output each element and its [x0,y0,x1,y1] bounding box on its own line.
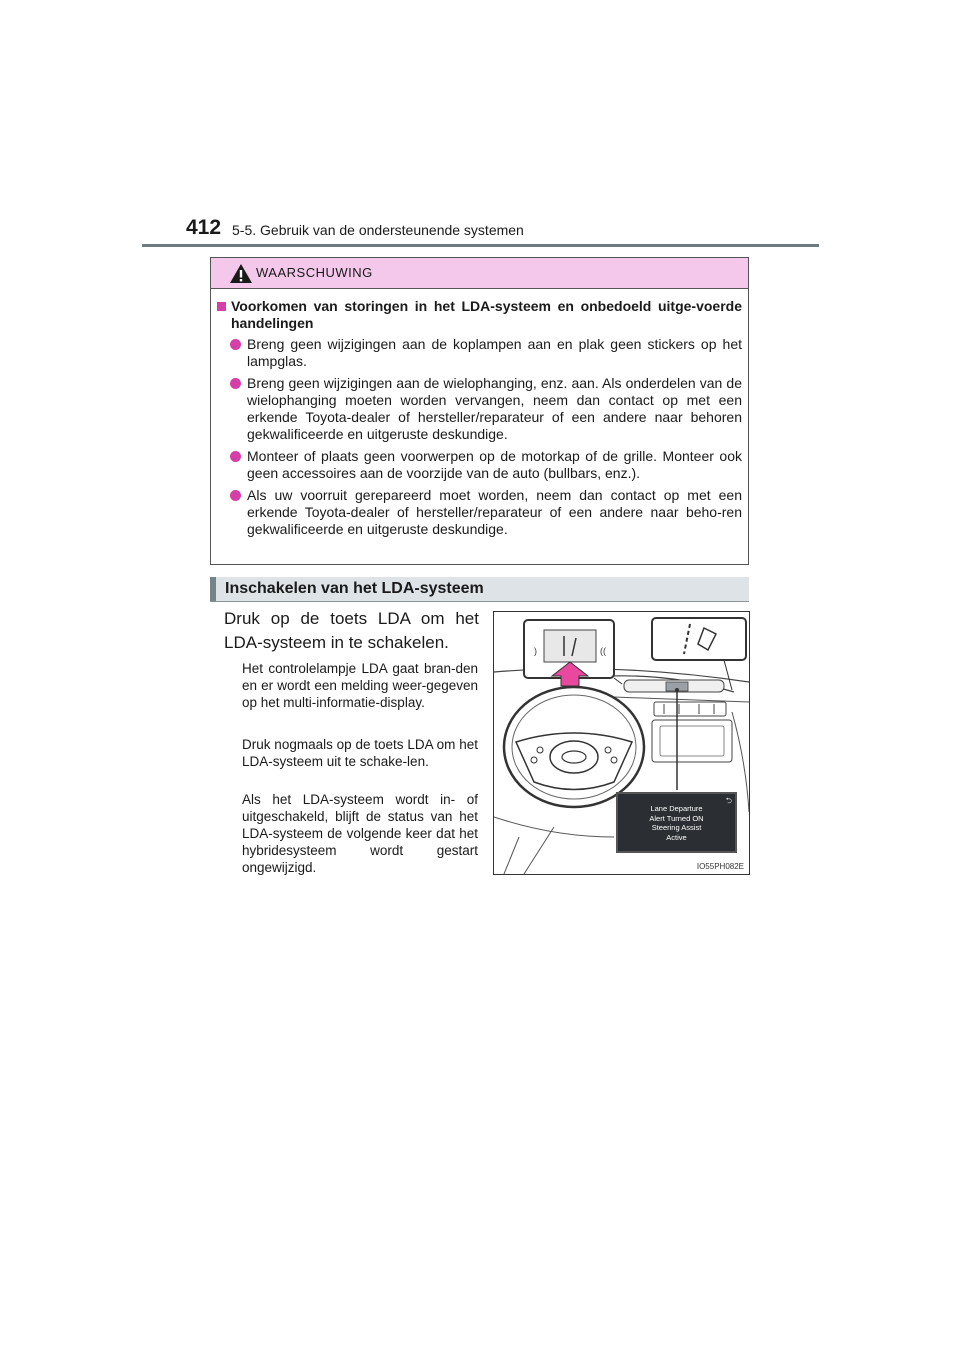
round-bullet-icon [230,451,241,462]
warning-body [211,289,748,538]
warning-header [211,258,748,289]
multi-information-display [616,792,737,853]
display-line: Alert Turned ON [649,813,704,823]
warning-item [217,375,742,443]
round-bullet-icon [230,339,241,350]
round-bullet-icon [230,490,241,501]
svg-text:): ) [534,646,537,656]
warning-heading-text: Voorkomen van storingen in het LDA-systeem en onbedoeld uitge-voerde handelingen [231,298,742,331]
note-text: Druk nogmaals op de toets LDA om het LDA-systeem uit te schake-len. [242,737,478,769]
instruction-text: Druk op de toets LDA om het LDA-systeem in te schakelen. [224,609,479,652]
note-text: Als het LDA-systeem wordt in- of uitgeschakeld, blijft de status van het LDA-systeem de volgende keer dat het hybridesysteem wordt gestart ongewijzigd. [242,792,478,875]
section-header [210,577,749,602]
display-line: Steering Assist [651,823,702,832]
chapter-title: 5-5. Gebruik van de ondersteunende systemen [232,222,524,238]
warning-triangle-icon [229,263,253,284]
warning-item-text: Als uw voorruit gerepareerd moet worden, neem dan contact op met een erkende Toyota-dealer of hersteller/reparateur of een andere naar beho-ren gekwalificeerde en uitgeruste deskundige. [247,487,742,537]
section-accent [210,577,216,601]
warning-heading [217,298,742,332]
section-title: Inschakelen van het LDA-systeem [225,580,484,597]
header-rule [142,244,819,247]
warning-item [217,336,742,370]
warning-item-text: Breng geen wijzigingen aan de koplampen aan en plak geen stickers op het lampglas. [247,336,742,369]
warning-item [217,487,742,538]
figure-code: IO55PH082E [696,862,744,871]
note-text: Het controlelampje LDA gaat bran-den en er wordt een melding weer-gegeven op het multi-informatie-display. [242,661,478,710]
warning-item-text: Breng geen wijzigingen aan de wielophanging, enz. aan. Als onderdelen van de wielophanging moeten worden vervangen, neem dan contact op met een erkende Toyota-dealer of hersteller/reparateur of een andere naar behoren gekwalificeerde en uitgeruste deskundige. [247,375,742,442]
square-bullet-icon [217,302,226,311]
svg-text:((: (( [600,646,606,656]
page-number: 412 [186,216,222,239]
warning-box [210,257,749,565]
back-arrow-icon: ⮌ [725,796,732,805]
display-line: Lane Departure [650,804,703,813]
warning-title: WAARSCHUWING [256,265,373,280]
warning-item [217,448,742,482]
warning-item-text: Monteer of plaats geen voorwerpen op de motorkap of de grille. Monteer ook geen accessoires aan de voorzijde van de auto (bullbars, enz.). [247,448,742,481]
round-bullet-icon [230,378,241,389]
display-line: Active [666,832,687,842]
dashboard-illustration [493,611,750,875]
